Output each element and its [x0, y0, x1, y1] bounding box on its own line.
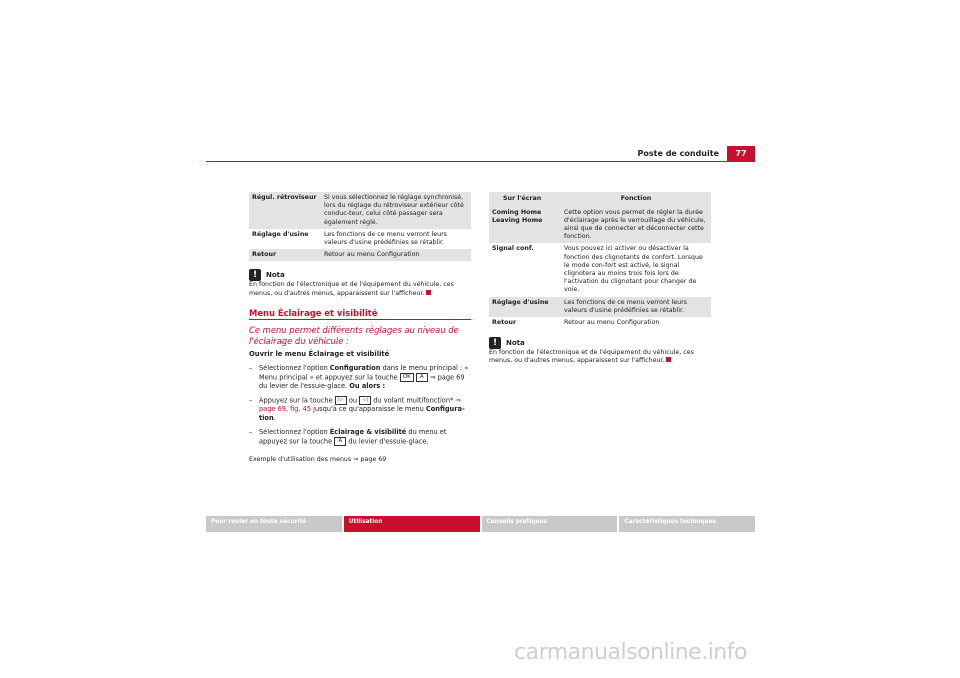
- table-row-value: Cette option vous permet de régler la durée d'éclairage après le verrouillage du véhicule, ainsi que de connecter et déconnecter cette fonction.: [561, 207, 711, 244]
- table-row: [249, 249, 471, 261]
- left-arrow-key-icon: ◁: [359, 396, 371, 405]
- table-row: [489, 207, 711, 244]
- right-column: [489, 192, 711, 366]
- steps-list: [249, 364, 471, 446]
- warning-note-icon: !: [489, 337, 501, 349]
- table-row-value: Les fonctions de ce menu verront leurs valeurs d'usine prédéfinies se rétablir.: [324, 230, 447, 247]
- table-row-key: Réglage d'usine: [252, 230, 309, 238]
- footer-tab[interactable]: Pour rouler en toute sécurité: [206, 516, 342, 532]
- table-row-value: Les fonctions de ce menu verront leurs valeurs d'usine prédéfinies se rétablir.: [561, 297, 711, 317]
- table-row-value: Vous pouvez ici activer ou désactiver la fonction des clignotants de confort. Lorsque le mode con-fort est activé, le signal clignotera au moins trois fois lors de l'activation du clignotant pour changer de voie.: [564, 245, 703, 294]
- footer-tab[interactable]: Conseils pratiques: [482, 516, 618, 532]
- left-nota-header: [249, 269, 471, 281]
- footer-nav: [206, 516, 755, 532]
- table-row-key: Retour: [249, 249, 321, 261]
- table-head-screen: Sur l'écran: [489, 192, 561, 207]
- page-header: [206, 146, 755, 162]
- end-mark-icon: [426, 290, 431, 295]
- section-intro: Ce menu permet différents réglages au niveau de l'éclairage du véhicule :: [249, 325, 459, 346]
- left-nota-text: En fonction de l'électronique et de l'équipement du véhicule, ces menus, ou d'autres menus, apparaissent sur l'afficheur.: [249, 281, 454, 297]
- step-1: – Sélectionnez l'option Configuration dans le menu principal : « Menu principal » et appuyez sur la touche OK A ⇒ page 69 du levier de l'essuie-glace. Ou alors :: [249, 364, 471, 391]
- right-settings-table: [489, 192, 711, 329]
- section-title: Menu Éclairage et visibilité: [249, 309, 471, 321]
- step-2: – Appuyez sur la touche ▷ ou ◁ du volant multifonction* ⇒ page 69, fig. 45 jusqu'à ce qu'apparaisse le menu Configura-tion.: [249, 396, 471, 423]
- left-column: [249, 192, 471, 464]
- header-rule: [206, 161, 727, 162]
- right-nota-title: Nota: [506, 338, 525, 347]
- table-row-key: Signal conf.: [492, 245, 534, 253]
- a-key-icon: A: [416, 373, 428, 382]
- table-row: [489, 317, 711, 329]
- table-row: [489, 297, 711, 317]
- sub-title: Ouvrir le menu Éclairage et visibilité: [249, 350, 390, 359]
- table-row: [249, 229, 471, 249]
- page-number: 77: [727, 146, 755, 162]
- figure-caption: Exemple d'utilisation des menus ⇒ page 69: [249, 455, 387, 463]
- table-row-value: Retour au menu Configuration: [564, 319, 660, 327]
- table-head-function: Fonction: [561, 192, 711, 207]
- table-row-key: Retour: [492, 319, 517, 327]
- a-key-icon: A: [334, 437, 346, 446]
- step-3: – Sélectionnez l'option Éclairage & visibilité du menu et appuyez sur la touche A du levier d'essuie-glace.: [249, 428, 471, 446]
- warning-note-icon: !: [249, 269, 261, 281]
- watermark: carmanualsonline.info: [514, 640, 747, 665]
- table-row-key: Régul. rétroviseur: [249, 192, 321, 229]
- end-mark-icon: [666, 357, 671, 362]
- footer-tab[interactable]: Caractéristiques techniques: [619, 516, 755, 532]
- ok-key-icon: OK: [400, 373, 414, 382]
- footer-tab[interactable]: Utilisation: [344, 516, 480, 532]
- left-settings-table: [249, 192, 471, 261]
- left-nota-title: Nota: [266, 271, 285, 280]
- table-row-value: Si vous sélectionnez le réglage synchronisé, lors du réglage du rétroviseur extérieur côté conduc-teur, celui côté passager sera également réglé.: [321, 192, 471, 229]
- table-row-value: Retour au menu Configuration: [321, 249, 471, 261]
- right-nota-text: En fonction de l'électronique et de l'équipement du véhicule, ces menus, ou d'autres menus, apparaissent sur l'afficheur.: [489, 349, 694, 365]
- right-nota-header: [489, 337, 711, 349]
- table-row-key: Coming Home Leaving Home: [489, 207, 561, 244]
- page-title: Poste de conduite: [637, 149, 719, 158]
- table-row: [249, 192, 471, 229]
- table-row: [489, 243, 711, 296]
- table-row-key: Réglage d'usine: [489, 297, 561, 317]
- table-head-row: [489, 192, 711, 207]
- page-link[interactable]: ⇒ page 69, fig. 45: [259, 396, 461, 414]
- right-arrow-key-icon: ▷: [335, 396, 347, 405]
